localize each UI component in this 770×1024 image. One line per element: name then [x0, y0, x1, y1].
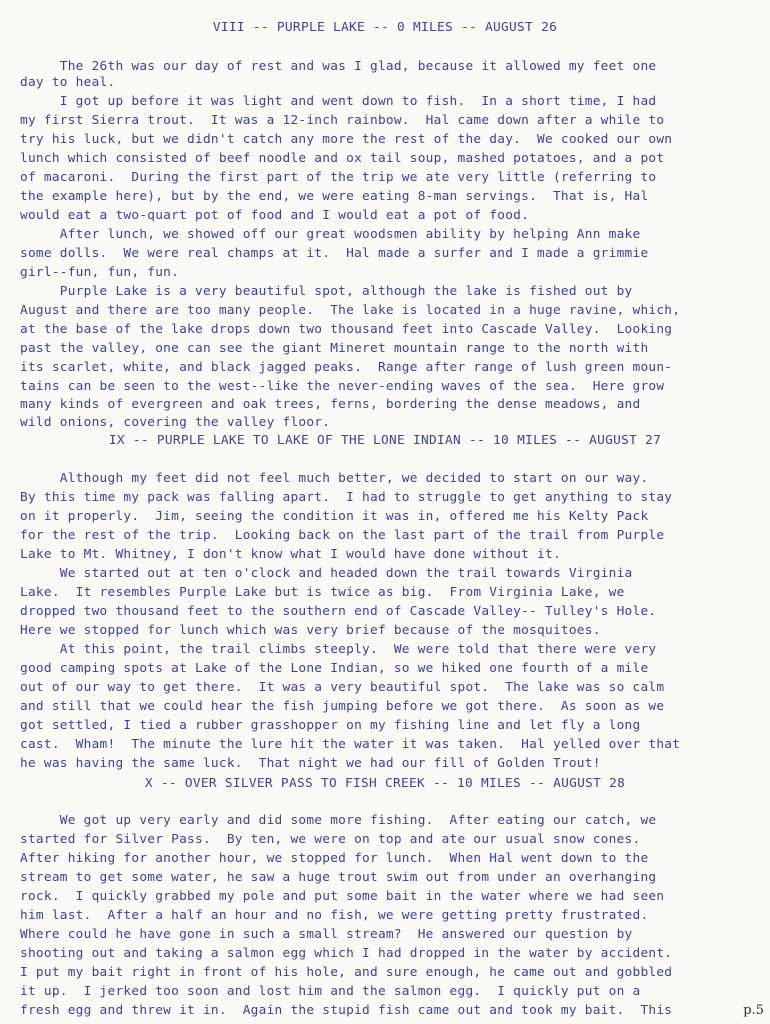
text-line: at the base of the lake drops down two thousand feet into Cascade Valley. Looking — [20, 322, 673, 337]
text-line: good camping spots at Lake of the Lone Indian, so we hiked one fourth of a mile — [20, 661, 649, 676]
text-line: some dolls. We were real champs at it. Hal made a surfer and I made a grimmie — [20, 246, 649, 261]
text-line: Purple Lake is a very beautiful spot, although the lake is fished out by — [20, 284, 633, 299]
text-line: and still that we could hear the fish jumping before we got there. As soon as we — [20, 699, 665, 714]
text-line: stream to get some water, he saw a huge trout swim out from under an overhanging — [20, 870, 657, 885]
text-line: Lake. It resembles Purple Lake but is twice as big. From Virginia Lake, we — [20, 585, 625, 600]
text-line: wild onions, covering the valley floor. — [20, 415, 331, 430]
text-line: he was having the same luck. That night we had our fill of Golden Trout! — [20, 756, 601, 771]
text-line: Here we stopped for lunch which was very brief because of the mosquitoes. — [20, 623, 601, 638]
text-line: past the valley, one can see the giant Mineret mountain range to the north with — [20, 341, 649, 356]
text-line: cast. Wham! The minute the lure hit the water it was taken. Hal yelled over that — [20, 737, 681, 752]
text-line: it up. I jerked too soon and lost him and the salmon egg. I quickly put on a — [20, 984, 641, 999]
text-line: By this time my pack was falling apart. I had to struggle to get anything to stay — [20, 490, 673, 505]
text-line: for the rest of the trip. Looking back on the last part of the trail from Purple — [20, 528, 665, 543]
text-line: The 26th was our day of rest and was I glad, because it allowed my feet one — [20, 59, 657, 74]
text-line: I put my bait right in front of his hole, and sure enough, he came out and gobbled — [20, 965, 673, 980]
text-line: We got up very early and did some more fishing. After eating our catch, we — [20, 813, 657, 828]
text-line: day to heal. — [20, 75, 116, 90]
text-line: my first Sierra trout. It was a 12-inch rainbow. Hal came down after a while to — [20, 113, 665, 128]
text-line: After lunch, we showed off our great woodsmen ability by helping Ann make — [20, 227, 641, 242]
section-heading: VIII -- PURPLE LAKE -- 0 MILES -- AUGUST 26 — [212, 20, 558, 35]
text-line: tains can be seen to the west--like the never-ending waves of the sea. Here grow — [20, 379, 665, 394]
text-line: would eat a two-quart pot of food and I would eat a pot of food. — [20, 208, 530, 223]
text-line: many kinds of evergreen and oak trees, ferns, bordering the dense meadows, and — [20, 397, 641, 412]
text-line: dropped two thousand feet to the southern end of Cascade Valley-- Tulley's Hole. — [20, 604, 657, 619]
text-line: We started out at ten o'clock and headed down the trail towards Virginia — [20, 566, 633, 581]
text-line: its scarlet, white, and black jagged peaks. Range after range of lush green moun- — [20, 360, 673, 375]
text-line: out of our way to get there. It was a very beautiful spot. The lake was so calm — [20, 680, 665, 695]
text-line: of macaroni. During the first part of the trip we ate very little (referring to — [20, 170, 657, 185]
text-line: Lake to Mt. Whitney, I don't know what I would have done without it. — [20, 547, 561, 562]
text-line: After hiking for another hour, we stopped for lunch. When Hal went down to the — [20, 851, 649, 866]
text-line: got settled, I tied a rubber grasshopper on my fishing line and let fly a long — [20, 718, 641, 733]
text-line: try his luck, but we didn't catch any more the rest of the day. We cooked our own — [20, 132, 673, 147]
text-line: Where could he have gone in such a small stream? He answered our question by — [20, 927, 633, 942]
text-line: shooting out and taking a salmon egg which I had dropped in the water by accident. — [20, 946, 673, 961]
section-heading: X -- OVER SILVER PASS TO FISH CREEK -- 10 MILES -- AUGUST 28 — [144, 776, 626, 791]
text-line: lunch which consisted of beef noodle and ox tail soup, mashed potatoes, and a pot — [20, 151, 665, 166]
text-line: girl--fun, fun, fun. — [20, 265, 180, 280]
text-line: Although my feet did not feel much better, we decided to start on our way. — [20, 471, 649, 486]
text-line: the example here), but by the end, we were eating 8-man servings. That is, Hal — [20, 189, 649, 204]
text-line: started for Silver Pass. By ten, we were on top and ate our usual snow cones. — [20, 832, 641, 847]
text-line: I got up before it was light and went down to fish. In a short time, I had — [20, 94, 657, 109]
page-number: p.5 — [743, 1003, 764, 1018]
text-line: him last. After a half an hour and no fish, we were getting pretty frustrated. — [20, 908, 649, 923]
section-heading: IX -- PURPLE LAKE TO LAKE OF THE LONE INDIAN -- 10 MILES -- AUGUST 27 — [108, 433, 662, 448]
text-line: August and there are too many people. The lake is located in a huge ravine, which, — [20, 303, 681, 318]
text-line: At this point, the trail climbs steeply. We were told that there were very — [20, 642, 657, 657]
text-line: fresh egg and threw it in. Again the stupid fish came out and took my bait. This — [20, 1003, 673, 1018]
text-line: on it properly. Jim, seeing the condition it was in, offered me his Kelty Pack — [20, 509, 649, 524]
text-line: rock. I quickly grabbed my pole and put some bait in the water where we had seen — [20, 889, 665, 904]
